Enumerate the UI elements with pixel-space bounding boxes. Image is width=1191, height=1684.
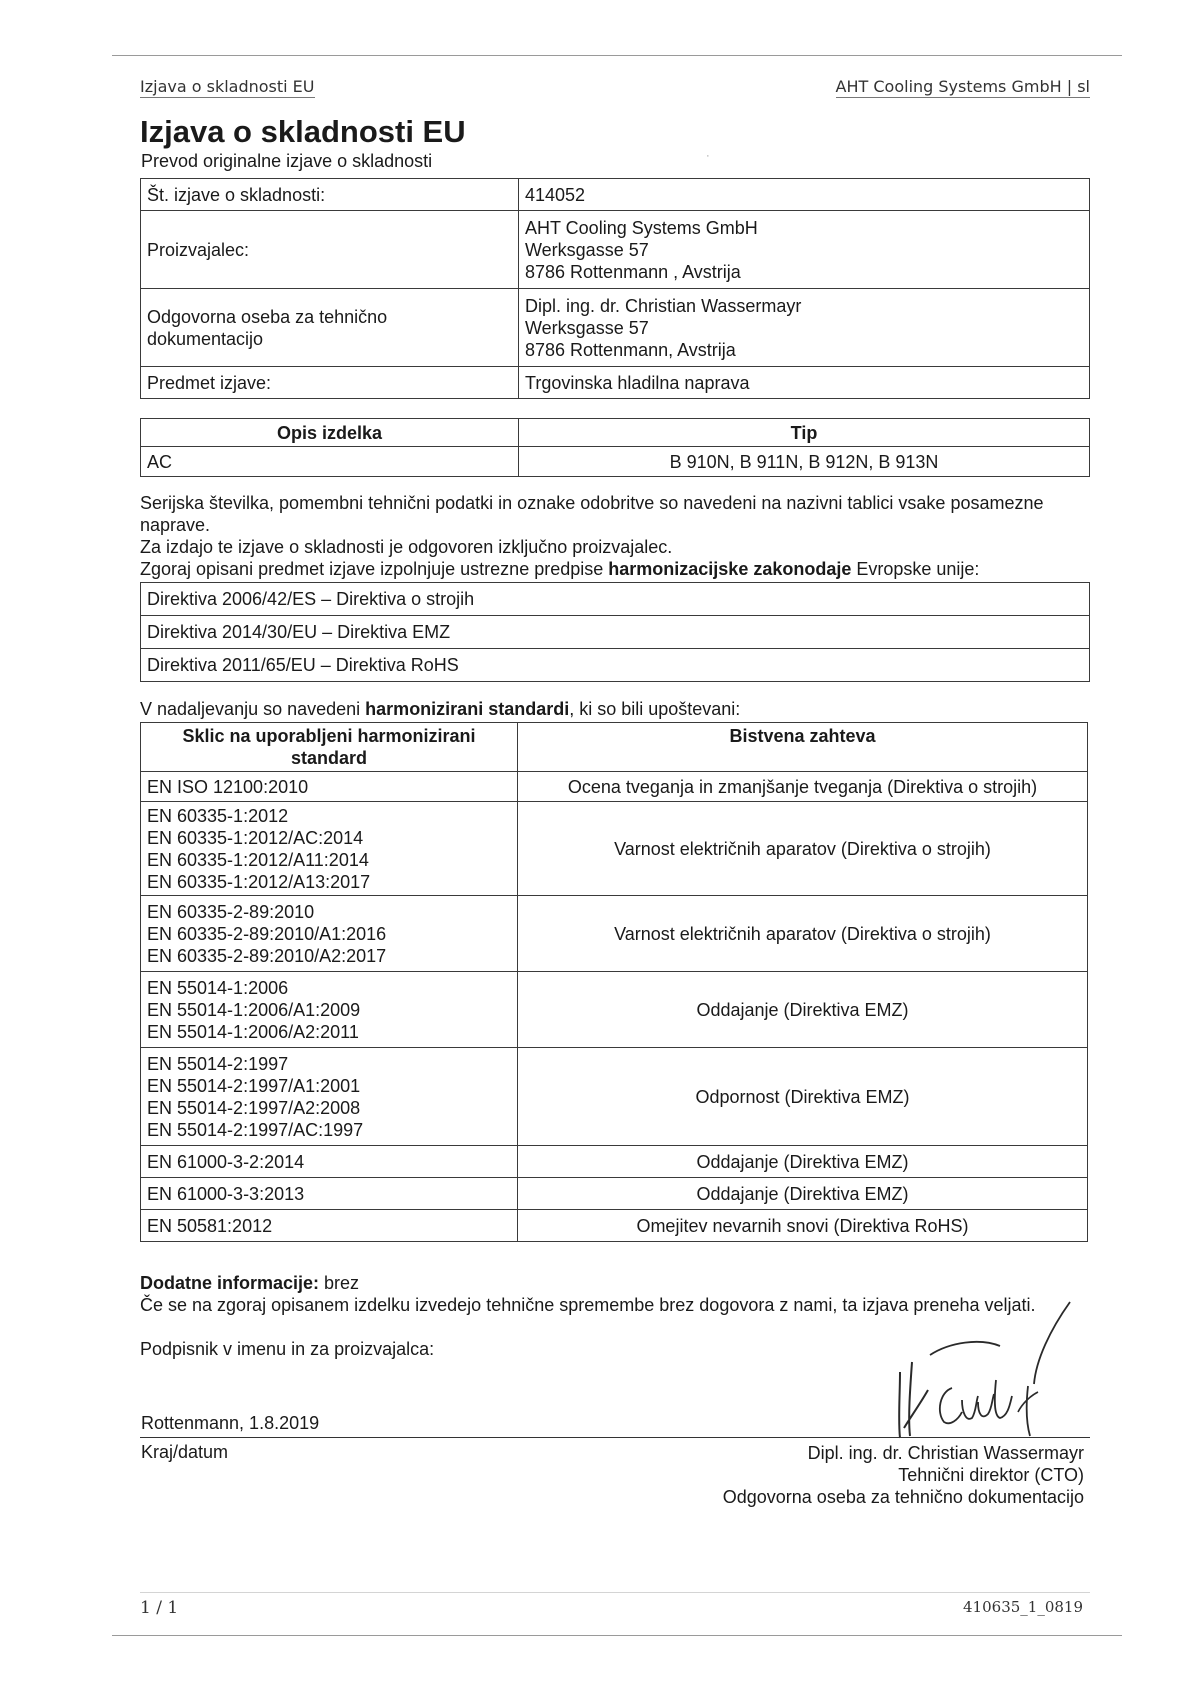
- directive-item: Direktiva 2011/65/EU – Direktiva RoHS: [141, 649, 1090, 682]
- standard-reference: EN 61000-3-2:2014: [141, 1146, 518, 1178]
- info-label: Odgovorna oseba za tehnično dokumentacijo: [141, 289, 519, 367]
- harmonization-note: [140, 558, 979, 580]
- essential-requirement: Odpornost (Direktiva EMZ): [518, 1048, 1088, 1146]
- table-row: [141, 447, 1090, 477]
- table-row: [141, 616, 1090, 649]
- standards-table: [140, 722, 1088, 1242]
- table-row: [141, 802, 1088, 896]
- table-row: [141, 1048, 1088, 1146]
- standards-emphasis: harmonizirani standardi: [365, 699, 570, 719]
- standard-reference: EN 55014-2:1997 EN 55014-2:1997/A1:2001 EN 55014-2:1997/A2:2008 EN 55014-2:1997/AC:1997: [141, 1048, 518, 1146]
- table-header-row: [141, 419, 1090, 447]
- signature-place-label: Kraj/datum: [141, 1442, 229, 1462]
- essential-requirement: Omejitev nevarnih snovi (Direktiva RoHS): [518, 1210, 1088, 1242]
- scan-bottom-edge: [112, 1635, 1122, 1636]
- column-header: Tip: [519, 419, 1090, 447]
- additional-info-value: brez: [319, 1273, 360, 1293]
- footer-divider: [140, 1592, 1090, 1593]
- handwritten-signature: [870, 1300, 1090, 1440]
- signer-role: Tehnični direktor (CTO): [898, 1465, 1084, 1485]
- info-label: Št. izjave o skladnosti:: [141, 179, 519, 211]
- signatory-note: Podpisnik v imenu in za proizvajalca:: [140, 1339, 435, 1359]
- signer-block: [723, 1442, 1084, 1508]
- harmonization-text-end: Evropske unije:: [851, 559, 980, 579]
- table-row: [141, 179, 1090, 211]
- page-subtitle: Prevod originalne izjave o skladnosti: [141, 151, 433, 171]
- signature-city-date: Rottenmann, 1.8.2019: [141, 1413, 320, 1433]
- header-doc-title: Izjava o skladnosti EU: [140, 77, 315, 96]
- info-value: 414052: [519, 179, 1090, 211]
- serial-note: Serijska številka, pomembni tehnični podatki in oznake odobritve so navedeni na nazivni tablici vsake posamezne naprave.: [140, 493, 1044, 535]
- table-row: [141, 211, 1090, 289]
- directive-item: Direktiva 2006/42/ES – Direktiva o strojih: [141, 583, 1090, 616]
- table-row: [141, 1146, 1088, 1178]
- signer-name: Dipl. ing. dr. Christian Wassermayr: [807, 1443, 1084, 1463]
- table-row: [141, 972, 1088, 1048]
- scan-speck: ·: [706, 150, 710, 162]
- harmonization-text: Zgoraj opisani predmet izjave izpolnjuje ustrezne predpise: [140, 559, 609, 579]
- table-row: [141, 1178, 1088, 1210]
- essential-requirement: Oddajanje (Direktiva EMZ): [518, 972, 1088, 1048]
- document-id: 410635_1_0819: [963, 1598, 1083, 1616]
- scan-top-edge: [112, 55, 1122, 56]
- info-value: Trgovinska hladilna naprava: [519, 367, 1090, 399]
- product-description: AC: [141, 447, 519, 477]
- essential-requirement: Varnost električnih aparatov (Direktiva o strojih): [518, 802, 1088, 896]
- table-row: [141, 649, 1090, 682]
- product-type: B 910N, B 911N, B 912N, B 913N: [519, 447, 1090, 477]
- standard-reference: EN 60335-1:2012 EN 60335-1:2012/AC:2014 EN 60335-1:2012/A11:2014 EN 60335-1:2012/A13:2017: [141, 802, 518, 896]
- directives-table: [140, 582, 1090, 682]
- page-number: 1 / 1: [140, 1598, 179, 1618]
- column-header: Sklic na uporabljeni harmonizirani standard: [141, 723, 518, 772]
- column-header: Opis izdelka: [141, 419, 519, 447]
- additional-info-label: Dodatne informacije:: [140, 1273, 320, 1293]
- info-label: Predmet izjave:: [141, 367, 519, 399]
- table-row: [141, 772, 1088, 802]
- info-label: Proizvajalec:: [141, 211, 519, 289]
- info-value: Dipl. ing. dr. Christian Wassermayr Werksgasse 57 8786 Rottenmann, Avstrija: [519, 289, 1090, 367]
- declaration-info-table: [140, 178, 1090, 399]
- standard-reference: EN 61000-3-3:2013: [141, 1178, 518, 1210]
- signature-line: [140, 1437, 1090, 1438]
- header-company: AHT Cooling Systems GmbH | sl: [835, 77, 1090, 96]
- column-header: Bistvena zahteva: [518, 723, 1088, 772]
- directive-item: Direktiva 2014/30/EU – Direktiva EMZ: [141, 616, 1090, 649]
- responsibility-note: Za izdajo te izjave o skladnosti je odgovoren izključno proizvajalec.: [140, 537, 673, 557]
- additional-info: [140, 1272, 359, 1294]
- harmonization-emphasis: harmonizacijske zakonodaje: [608, 559, 852, 579]
- standards-text-end: , ki so bili upoštevani:: [569, 699, 741, 719]
- product-table: [140, 418, 1090, 477]
- table-header-row: [141, 723, 1088, 772]
- essential-requirement: Ocena tveganja in zmanjšanje tveganja (Direktiva o strojih): [518, 772, 1088, 802]
- standard-reference: EN 60335-2-89:2010 EN 60335-2-89:2010/A1:2016 EN 60335-2-89:2010/A2:2017: [141, 896, 518, 972]
- standard-reference: EN ISO 12100:2010: [141, 772, 518, 802]
- table-row: [141, 289, 1090, 367]
- standards-text: V nadaljevanju so navedeni: [140, 699, 366, 719]
- standard-reference: EN 50581:2012: [141, 1210, 518, 1242]
- essential-requirement: Varnost električnih aparatov (Direktiva o strojih): [518, 896, 1088, 972]
- page-title: Izjava o skladnosti EU: [140, 114, 466, 149]
- standard-reference: EN 55014-1:2006 EN 55014-1:2006/A1:2009 EN 55014-1:2006/A2:2011: [141, 972, 518, 1048]
- info-value: AHT Cooling Systems GmbH Werksgasse 57 8786 Rottenmann , Avstrija: [519, 211, 1090, 289]
- table-row: [141, 896, 1088, 972]
- signer-responsibility: Odgovorna oseba za tehnično dokumentacijo: [722, 1487, 1084, 1507]
- essential-requirement: Oddajanje (Direktiva EMZ): [518, 1178, 1088, 1210]
- standards-note: [140, 698, 740, 720]
- essential-requirement: Oddajanje (Direktiva EMZ): [518, 1146, 1088, 1178]
- table-row: [141, 1210, 1088, 1242]
- table-row: [141, 583, 1090, 616]
- table-row: [141, 367, 1090, 399]
- change-note: Če se na zgoraj opisanem izdelku izvedejo tehnične spremembe brez dogovora z nami, ta izjava preneha veljati.: [140, 1295, 1036, 1315]
